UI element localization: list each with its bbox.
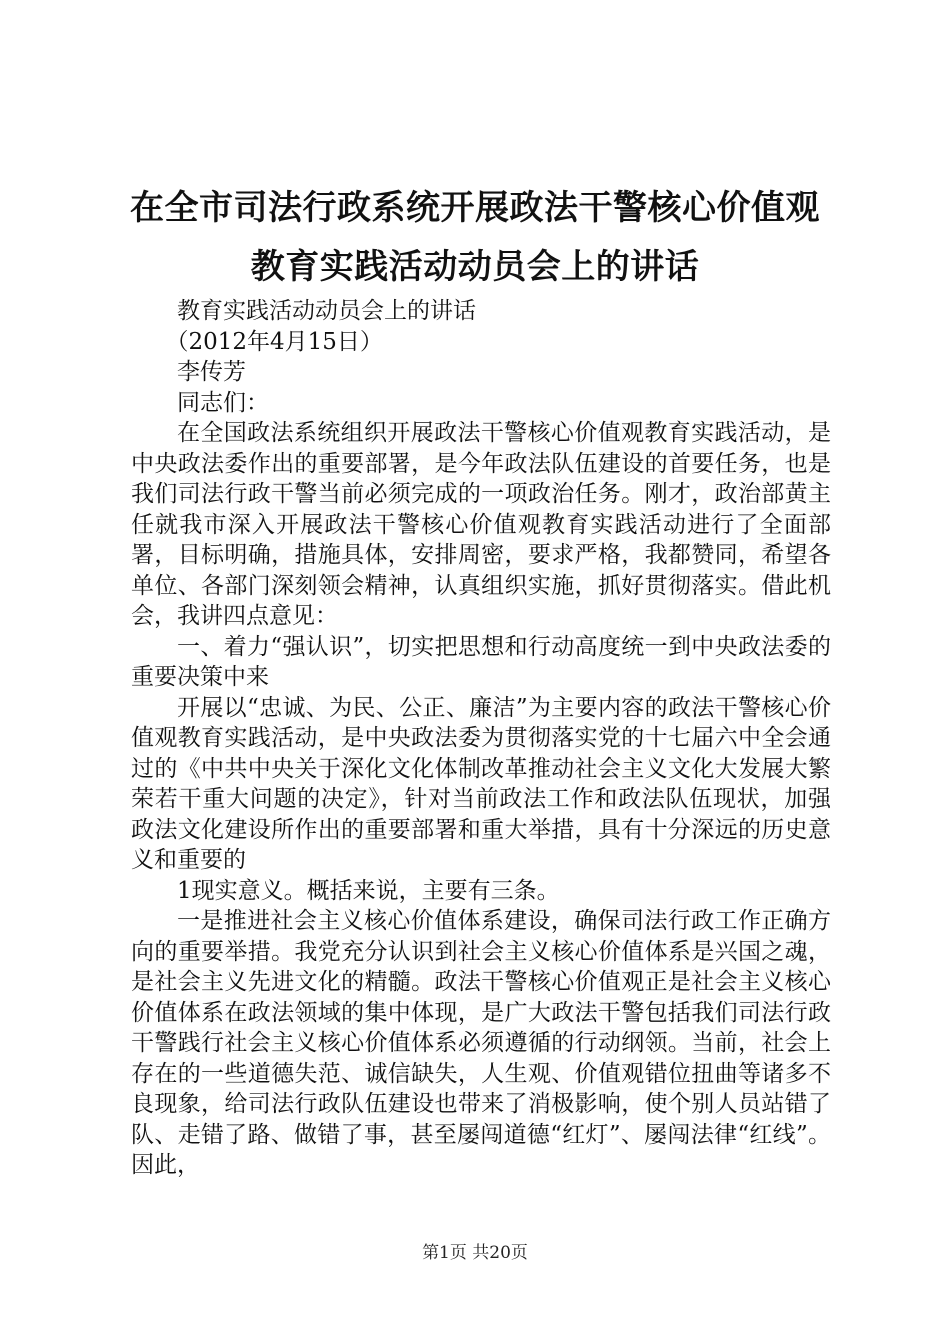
speaker-name: 李传芳: [177, 359, 246, 385]
speech-date: （2012年4月15日）: [165, 328, 383, 355]
document-title-line-1: 在全市司法行政系统开展政法干警核心价值观: [130, 188, 820, 228]
subtitle: 教育实践活动动员会上的讲话: [177, 298, 476, 324]
paragraph-background: 开展以“忠诚、为民、公正、廉洁”为主要内容的政法干警核心价值观教育实践活动，是中央政法委为贯彻落实党的十七届六中全会通过的《中共中央关于深化文化体制改革推动社会主义文化大发展大繁荣若干重大问题的决定》，针对当前政法工作和政法队伍现状，加强政法文化建设所作出的重要部署和重大举措，具有十分深远的历史意义和重要的: [131, 694, 831, 873]
paragraph-point-1: 一是推进社会主义核心价值体系建设，确保司法行政工作正确方向的重要举措。我党充分认识到社会主义核心价值体系是兴国之魂，是社会主义先进文化的精髓。政法干警核心价值观正是社会主义核心价值体系在政法领域的集中体现，是广大政法干警包括我们司法行政干警践行社会主义核心价值体系必须遵循的行动纲领。当前，社会上存在的一些道德失范、诚信缺失，人生观、价值观错位扭曲等诸多不良现象，给司法行政队伍建设也带来了消极影响，使个别人员站错了队、走错了路、做错了事，甚至屡闯道德“红灯”、屡闯法律“红线”。因此，: [131, 908, 831, 1178]
document-title-line-2: 教育实践活动动员会上的讲话: [250, 247, 700, 287]
section-heading-1: 一、着力“强认识”，切实把思想和行动高度统一到中央政法委的重要决策中来: [131, 633, 831, 690]
document-body: [131, 296, 831, 1181]
paragraph-intro: 在全国政法系统组织开展政法干警核心价值观教育实践活动，是中央政法委作出的重要部署，是今年政法队伍建设的首要任务，也是我们司法行政干警当前必须完成的一项政治任务。刚才，政治部黄主任就我市深入开展政法干警核心价值观教育实践活动进行了全面部署，目标明确，措施具体，安排周密，要求严格，我都赞同，希望各单位、各部门深刻领会精神，认真组织实施，抓好贯彻落实。借此机会，我讲四点意见：: [131, 420, 831, 629]
paragraph-summary: 1现实意义。概括来说，主要有三条。: [177, 877, 560, 904]
page-footer: 第1页 共20页: [422, 1243, 528, 1263]
salutation: 同志们：: [177, 389, 269, 416]
